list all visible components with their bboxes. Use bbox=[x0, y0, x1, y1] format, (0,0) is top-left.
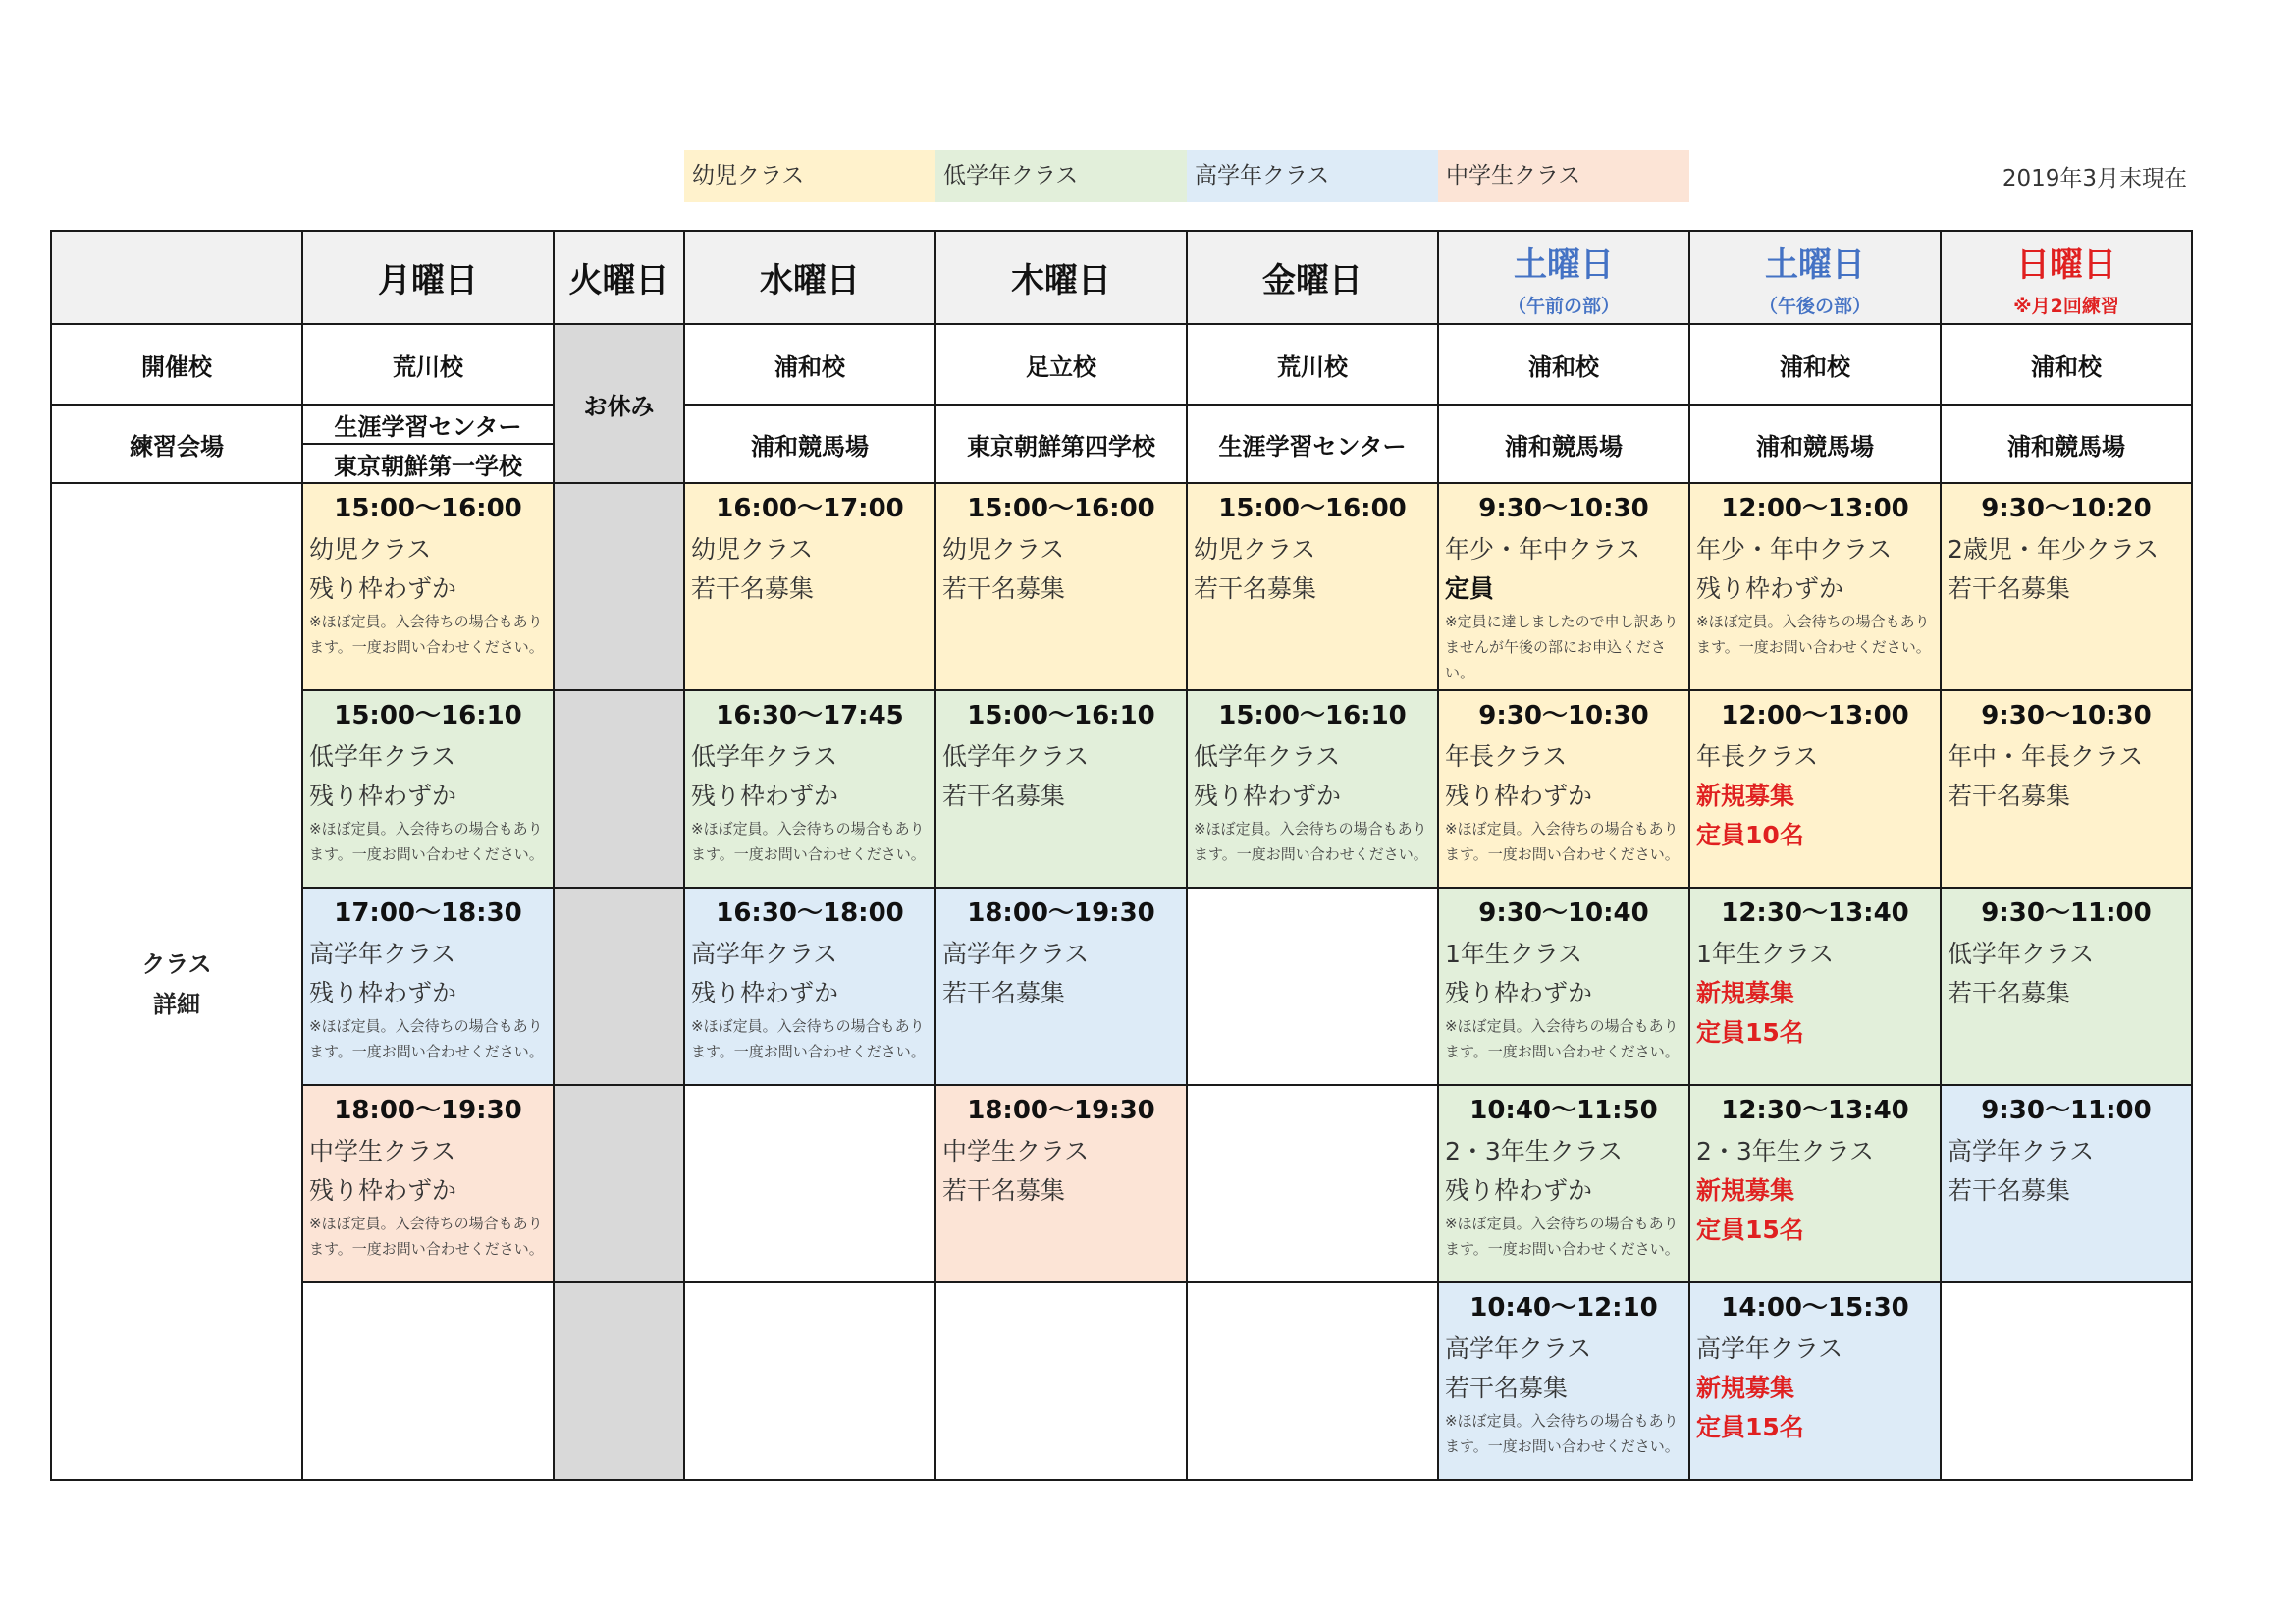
day-header-row bbox=[51, 231, 2192, 324]
venue-sat-pm: 浦和競馬場 bbox=[1689, 405, 1941, 483]
slot-status: 残り枠わずか bbox=[1445, 979, 1593, 1007]
slot-r2-mon bbox=[302, 690, 554, 888]
day-sun bbox=[1941, 231, 2192, 324]
slot-status: 残り枠わずか bbox=[1445, 782, 1593, 810]
slot-status: 若干名募集 bbox=[1948, 979, 2071, 1007]
school-wed: 浦和校 bbox=[684, 324, 935, 405]
slot-r4-wed bbox=[684, 1085, 935, 1282]
slot-r2-wed bbox=[684, 690, 935, 888]
day-sat-am-sub: （午前の部） bbox=[1507, 295, 1620, 317]
slot-class: 1年生クラス bbox=[1696, 940, 1835, 968]
slot-r1-tue bbox=[554, 483, 684, 690]
slot-status: 若干名募集 bbox=[1948, 574, 2071, 603]
slot-class: 低学年クラス bbox=[1948, 940, 2095, 968]
slot-r1-sun bbox=[1941, 483, 2192, 690]
slot-class: 低学年クラス bbox=[691, 742, 838, 771]
school-mon: 荒川校 bbox=[302, 324, 554, 405]
slot-time: 15:00～16:00 bbox=[334, 494, 522, 523]
legend-teigakunen: 低学年クラス bbox=[935, 150, 1187, 202]
slot-status: 残り枠わずか bbox=[1696, 574, 1844, 603]
slot-capacity: 定員15名 bbox=[1696, 1413, 1804, 1441]
slot-capacity: 定員15名 bbox=[1696, 1216, 1804, 1244]
class-row-3 bbox=[51, 888, 2192, 1085]
slot-note: ※ほぼ定員。入会待ちの場合もあります。一度お問い合わせください。 bbox=[309, 820, 544, 863]
day-sun-label: 日曜日 bbox=[2016, 244, 2116, 285]
slot-class: 低学年クラス bbox=[942, 742, 1090, 771]
legend-chuugakusei: 中学生クラス bbox=[1438, 150, 1689, 202]
slot-class: 高学年クラス bbox=[691, 940, 838, 968]
as-of-date: 2019年3月末現在 bbox=[2002, 166, 2187, 191]
venue-mon bbox=[302, 405, 554, 483]
slot-class: 中学生クラス bbox=[942, 1137, 1090, 1165]
slot-class: 幼児クラス bbox=[942, 535, 1065, 564]
tue-closed-label: お休み bbox=[583, 392, 655, 420]
slot-r5-thu bbox=[935, 1282, 1187, 1480]
slot-note: ※ほぼ定員。入会待ちの場合もあります。一度お問い合わせください。 bbox=[691, 1017, 926, 1060]
slot-r5-sun bbox=[1941, 1282, 2192, 1480]
slot-time: 10:40～12:10 bbox=[1469, 1293, 1658, 1323]
venue-mon-2: 東京朝鮮第一学校 bbox=[303, 443, 553, 482]
slot-r2-fri bbox=[1187, 690, 1438, 888]
school-fri: 荒川校 bbox=[1187, 324, 1438, 405]
slot-r1-sat-pm bbox=[1689, 483, 1941, 690]
slot-status: 若干名募集 bbox=[1445, 1374, 1569, 1402]
slot-status: 若干名募集 bbox=[1948, 782, 2071, 810]
day-sat-pm-label: 土曜日 bbox=[1765, 244, 1865, 285]
slot-r3-sat-am bbox=[1438, 888, 1689, 1085]
slot-r5-sat-pm bbox=[1689, 1282, 1941, 1480]
slot-class: 年中・年長クラス bbox=[1948, 742, 2144, 771]
school-sun: 浦和校 bbox=[1941, 324, 2192, 405]
slot-status: 定員 bbox=[1445, 574, 1495, 603]
slot-time: 16:30～17:45 bbox=[716, 701, 904, 731]
school-row bbox=[51, 324, 2192, 405]
slot-note: ※定員に達しましたので申し訳ありませんが午後の部にお申込ください。 bbox=[1445, 613, 1679, 681]
slot-time: 15:00～16:10 bbox=[1218, 701, 1407, 731]
slot-status: 残り枠わずか bbox=[309, 574, 457, 603]
slot-class: 2・3年生クラス bbox=[1696, 1137, 1875, 1165]
slot-class: 年長クラス bbox=[1445, 742, 1568, 771]
slot-time: 9:30～10:30 bbox=[1478, 494, 1649, 523]
slot-r4-thu bbox=[935, 1085, 1187, 1282]
slot-r4-tue bbox=[554, 1085, 684, 1282]
corner-cell bbox=[51, 231, 302, 324]
slot-class: 中学生クラス bbox=[309, 1137, 456, 1165]
slot-note: ※ほぼ定員。入会待ちの場合もあります。一度お問い合わせください。 bbox=[1194, 820, 1428, 863]
slot-r2-sat-pm bbox=[1689, 690, 1941, 888]
school-sat-pm: 浦和校 bbox=[1689, 324, 1941, 405]
venue-wed: 浦和競馬場 bbox=[684, 405, 935, 483]
slot-class: 高学年クラス bbox=[1696, 1334, 1843, 1363]
slot-r4-fri bbox=[1187, 1085, 1438, 1282]
venue-sat-am: 浦和競馬場 bbox=[1438, 405, 1689, 483]
slot-time: 9:30～10:20 bbox=[1981, 494, 2152, 523]
slot-note: ※ほぼ定員。入会待ちの場合もあります。一度お問い合わせください。 bbox=[1445, 1215, 1680, 1258]
slot-r3-sun bbox=[1941, 888, 2192, 1085]
venue-row bbox=[51, 405, 2192, 483]
slot-status: 新規募集 bbox=[1696, 782, 1795, 810]
day-sat-am bbox=[1438, 231, 1689, 324]
slot-capacity: 定員10名 bbox=[1696, 821, 1804, 849]
slot-status: 若干名募集 bbox=[942, 574, 1066, 603]
slot-time: 15:00～16:10 bbox=[967, 701, 1155, 731]
day-sat-pm bbox=[1689, 231, 1941, 324]
schedule-table bbox=[50, 230, 2193, 1481]
slot-status: 若干名募集 bbox=[942, 979, 1066, 1007]
slot-note: ※ほぼ定員。入会待ちの場合もあります。一度お問い合わせください。 bbox=[1445, 1017, 1680, 1060]
slot-class: 2歳児・年少クラス bbox=[1948, 535, 2160, 564]
slot-status: 新規募集 bbox=[1696, 979, 1795, 1007]
slot-note: ※ほぼ定員。入会待ちの場合もあります。一度お問い合わせください。 bbox=[309, 1215, 544, 1258]
slot-note: ※ほぼ定員。入会待ちの場合もあります。一度お問い合わせください。 bbox=[309, 613, 544, 656]
slot-r1-fri bbox=[1187, 483, 1438, 690]
slot-r5-mon bbox=[302, 1282, 554, 1480]
slot-time: 16:00～17:00 bbox=[716, 494, 904, 523]
slot-status: 若干名募集 bbox=[691, 574, 815, 603]
day-fri: 金曜日 bbox=[1187, 231, 1438, 324]
slot-class: 幼児クラス bbox=[1194, 535, 1316, 564]
slot-note: ※ほぼ定員。入会待ちの場合もあります。一度お問い合わせください。 bbox=[309, 1017, 544, 1060]
slot-r4-sat-am bbox=[1438, 1085, 1689, 1282]
venue-mon-1: 生涯学習センター bbox=[334, 412, 522, 441]
slot-class: 低学年クラス bbox=[309, 742, 456, 771]
school-thu: 足立校 bbox=[935, 324, 1187, 405]
legend-youji: 幼児クラス bbox=[684, 150, 935, 202]
slot-class: 高学年クラス bbox=[309, 940, 456, 968]
slot-r4-mon bbox=[302, 1085, 554, 1282]
day-sat-pm-sub: （午後の部） bbox=[1758, 295, 1871, 317]
venue-thu: 東京朝鮮第四学校 bbox=[935, 405, 1187, 483]
slot-class: 高学年クラス bbox=[942, 940, 1090, 968]
day-mon: 月曜日 bbox=[302, 231, 554, 324]
slot-r3-wed bbox=[684, 888, 935, 1085]
color-legend bbox=[684, 150, 1689, 202]
slot-class: 低学年クラス bbox=[1194, 742, 1341, 771]
slot-status: 残り枠わずか bbox=[1445, 1176, 1593, 1205]
slot-r3-thu bbox=[935, 888, 1187, 1085]
slot-r1-wed bbox=[684, 483, 935, 690]
slot-class: 幼児クラス bbox=[309, 535, 432, 564]
row-label-classes-2: 詳細 bbox=[153, 990, 200, 1018]
slot-time: 17:00～18:30 bbox=[334, 898, 522, 928]
class-row-5 bbox=[51, 1282, 2192, 1480]
slot-note: ※ほぼ定員。入会待ちの場合もあります。一度お問い合わせください。 bbox=[1445, 1412, 1680, 1455]
slot-r3-mon bbox=[302, 888, 554, 1085]
row-label-venue: 練習会場 bbox=[51, 405, 302, 483]
slot-time: 14:00～15:30 bbox=[1721, 1293, 1909, 1323]
tue-closed-cell bbox=[554, 324, 684, 483]
slot-r3-tue bbox=[554, 888, 684, 1085]
slot-status: 若干名募集 bbox=[942, 1176, 1066, 1205]
row-label-school: 開催校 bbox=[51, 324, 302, 405]
slot-time: 9:30～10:40 bbox=[1478, 898, 1649, 928]
slot-r5-wed bbox=[684, 1282, 935, 1480]
slot-status: 残り枠わずか bbox=[691, 782, 839, 810]
slot-time: 10:40～11:50 bbox=[1469, 1096, 1658, 1125]
school-sat-am: 浦和校 bbox=[1438, 324, 1689, 405]
slot-status: 新規募集 bbox=[1696, 1374, 1795, 1402]
slot-time: 15:00～16:00 bbox=[967, 494, 1155, 523]
slot-status: 残り枠わずか bbox=[1194, 782, 1342, 810]
day-sun-sub: ※月2回練習 bbox=[2013, 295, 2119, 317]
class-row-4 bbox=[51, 1085, 2192, 1282]
slot-r1-mon bbox=[302, 483, 554, 690]
legend-kougakunen: 高学年クラス bbox=[1187, 150, 1438, 202]
slot-time: 15:00～16:00 bbox=[1218, 494, 1407, 523]
slot-status: 残り枠わずか bbox=[309, 979, 457, 1007]
slot-time: 12:00～13:00 bbox=[1721, 701, 1909, 731]
slot-r2-sat-am bbox=[1438, 690, 1689, 888]
slot-class: 1年生クラス bbox=[1445, 940, 1583, 968]
slot-time: 9:30～11:00 bbox=[1981, 1096, 2152, 1125]
slot-class: 年少・年中クラス bbox=[1445, 535, 1641, 564]
slot-note: ※ほぼ定員。入会待ちの場合もあります。一度お問い合わせください。 bbox=[1445, 820, 1680, 863]
slot-r2-thu bbox=[935, 690, 1187, 888]
slot-class: 年少・年中クラス bbox=[1696, 535, 1893, 564]
slot-status: 若干名募集 bbox=[1194, 574, 1317, 603]
slot-class: 年長クラス bbox=[1696, 742, 1819, 771]
slot-status: 残り枠わずか bbox=[691, 979, 839, 1007]
slot-class: 高学年クラス bbox=[1948, 1137, 2095, 1165]
row-label-classes-1: クラス bbox=[141, 949, 212, 978]
row-label-classes bbox=[51, 483, 302, 1480]
slot-time: 9:30～10:30 bbox=[1981, 701, 2152, 731]
day-wed: 水曜日 bbox=[684, 231, 935, 324]
slot-class: 2・3年生クラス bbox=[1445, 1137, 1624, 1165]
class-row-1 bbox=[51, 483, 2192, 690]
slot-class: 幼児クラス bbox=[691, 535, 814, 564]
venue-fri: 生涯学習センター bbox=[1187, 405, 1438, 483]
slot-r5-fri bbox=[1187, 1282, 1438, 1480]
slot-r1-sat-am bbox=[1438, 483, 1689, 690]
slot-time: 18:00～19:30 bbox=[967, 898, 1155, 928]
class-row-2 bbox=[51, 690, 2192, 888]
slot-status: 残り枠わずか bbox=[309, 782, 457, 810]
day-sat-am-label: 土曜日 bbox=[1514, 244, 1614, 285]
slot-note: ※ほぼ定員。入会待ちの場合もあります。一度お問い合わせください。 bbox=[1696, 613, 1931, 656]
slot-time: 9:30～10:30 bbox=[1478, 701, 1649, 731]
slot-time: 12:30～13:40 bbox=[1721, 898, 1909, 928]
slot-r2-tue bbox=[554, 690, 684, 888]
slot-status: 若干名募集 bbox=[942, 782, 1066, 810]
slot-time: 12:00～13:00 bbox=[1721, 494, 1909, 523]
slot-note: ※ほぼ定員。入会待ちの場合もあります。一度お問い合わせください。 bbox=[691, 820, 926, 863]
slot-r5-sat-am bbox=[1438, 1282, 1689, 1480]
slot-time: 12:30～13:40 bbox=[1721, 1096, 1909, 1125]
slot-r5-tue bbox=[554, 1282, 684, 1480]
slot-r3-fri bbox=[1187, 888, 1438, 1085]
slot-status: 残り枠わずか bbox=[309, 1176, 457, 1205]
day-tue: 火曜日 bbox=[554, 231, 684, 324]
slot-time: 16:30～18:00 bbox=[716, 898, 904, 928]
slot-time: 18:00～19:30 bbox=[967, 1096, 1155, 1125]
slot-class: 高学年クラス bbox=[1445, 1334, 1592, 1363]
venue-sun: 浦和競馬場 bbox=[1941, 405, 2192, 483]
slot-time: 18:00～19:30 bbox=[334, 1096, 522, 1125]
slot-status: 新規募集 bbox=[1696, 1176, 1795, 1205]
slot-time: 15:00～16:10 bbox=[334, 701, 522, 731]
slot-time: 9:30～11:00 bbox=[1981, 898, 2152, 928]
slot-r3-sat-pm bbox=[1689, 888, 1941, 1085]
slot-capacity: 定員15名 bbox=[1696, 1018, 1804, 1047]
slot-status: 若干名募集 bbox=[1948, 1176, 2071, 1205]
slot-r4-sat-pm bbox=[1689, 1085, 1941, 1282]
slot-r4-sun bbox=[1941, 1085, 2192, 1282]
day-thu: 木曜日 bbox=[935, 231, 1187, 324]
slot-r1-thu bbox=[935, 483, 1187, 690]
slot-r2-sun bbox=[1941, 690, 2192, 888]
